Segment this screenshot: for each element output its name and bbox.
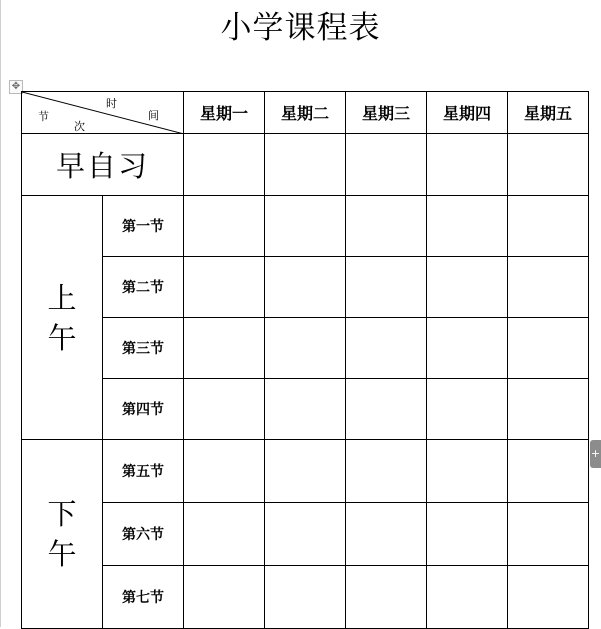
schedule-cell[interactable] xyxy=(427,379,508,440)
schedule-cell[interactable] xyxy=(508,196,589,257)
schedule-cell[interactable] xyxy=(346,379,427,440)
schedule-cell[interactable] xyxy=(508,318,589,379)
schedule-cell[interactable] xyxy=(265,440,346,503)
header-time-label: 间 xyxy=(148,109,159,122)
morning-label-char: 午 xyxy=(47,320,77,355)
period-row xyxy=(22,503,589,566)
morning-reading-row xyxy=(22,134,589,196)
schedule-table xyxy=(21,91,589,629)
schedule-cell[interactable] xyxy=(427,196,508,257)
schedule-cell[interactable] xyxy=(427,566,508,629)
header-period-label: 次 xyxy=(74,120,85,133)
schedule-cell[interactable] xyxy=(184,379,265,440)
schedule-cell[interactable] xyxy=(508,440,589,503)
schedule-cell[interactable] xyxy=(427,257,508,318)
schedule-cell[interactable] xyxy=(265,566,346,629)
period-label: 第六节 xyxy=(103,503,184,566)
schedule-cell[interactable] xyxy=(184,257,265,318)
schedule-cell[interactable] xyxy=(346,318,427,379)
page-edge xyxy=(0,0,1,627)
period-row xyxy=(22,566,589,629)
schedule-cell[interactable] xyxy=(184,566,265,629)
period-label: 第四节 xyxy=(103,379,184,440)
page-title: 小学课程表 xyxy=(220,10,381,46)
day-header: 星期四 xyxy=(427,92,508,134)
schedule-cell[interactable] xyxy=(265,134,346,196)
schedule-cell[interactable] xyxy=(346,196,427,257)
schedule-cell[interactable] xyxy=(508,379,589,440)
period-label: 第二节 xyxy=(103,257,184,318)
header-period-label: 节 xyxy=(38,110,49,123)
schedule-cell[interactable] xyxy=(184,196,265,257)
schedule-cell[interactable] xyxy=(346,440,427,503)
schedule-cell[interactable] xyxy=(508,503,589,566)
schedule-cell[interactable] xyxy=(346,566,427,629)
afternoon-label-char: 下 xyxy=(47,497,77,531)
schedule-cell[interactable] xyxy=(265,318,346,379)
period-row xyxy=(22,318,589,379)
period-row xyxy=(22,379,589,440)
schedule-cell[interactable] xyxy=(184,440,265,503)
morning-label-char: 上 xyxy=(47,280,77,315)
header-time-label: 时 xyxy=(106,97,117,110)
schedule-cell[interactable] xyxy=(184,503,265,566)
day-header: 星期二 xyxy=(265,92,346,134)
plus-icon[interactable]: + xyxy=(590,440,601,468)
schedule-cell[interactable] xyxy=(427,503,508,566)
schedule-cell[interactable] xyxy=(184,318,265,379)
afternoon-label-char: 午 xyxy=(47,537,77,571)
period-label: 第三节 xyxy=(103,318,184,379)
day-header: 星期三 xyxy=(346,92,427,134)
schedule-cell[interactable] xyxy=(265,257,346,318)
schedule-cell[interactable] xyxy=(508,566,589,629)
schedule-cell[interactable] xyxy=(184,134,265,196)
schedule-cell[interactable] xyxy=(427,440,508,503)
schedule-cell[interactable] xyxy=(265,379,346,440)
morning-label xyxy=(22,196,103,440)
morning-reading-label: 早自习 xyxy=(22,134,184,196)
move-arrows-icon[interactable]: ✥ xyxy=(9,80,23,94)
day-header: 星期五 xyxy=(508,92,589,134)
diagonal-header-cell xyxy=(22,92,184,134)
schedule-cell[interactable] xyxy=(265,196,346,257)
schedule-cell[interactable] xyxy=(508,134,589,196)
afternoon-label xyxy=(22,440,103,629)
period-label: 第七节 xyxy=(103,566,184,629)
period-row xyxy=(22,196,589,257)
period-label: 第一节 xyxy=(103,196,184,257)
period-row xyxy=(22,440,589,503)
schedule-cell[interactable] xyxy=(427,134,508,196)
schedule-cell[interactable] xyxy=(346,134,427,196)
day-header: 星期一 xyxy=(184,92,265,134)
header-row xyxy=(22,92,589,134)
schedule-cell[interactable] xyxy=(427,318,508,379)
schedule-cell[interactable] xyxy=(346,503,427,566)
schedule-cell[interactable] xyxy=(265,503,346,566)
period-row xyxy=(22,257,589,318)
period-label: 第五节 xyxy=(103,440,184,503)
schedule-cell[interactable] xyxy=(508,257,589,318)
schedule-cell[interactable] xyxy=(346,257,427,318)
